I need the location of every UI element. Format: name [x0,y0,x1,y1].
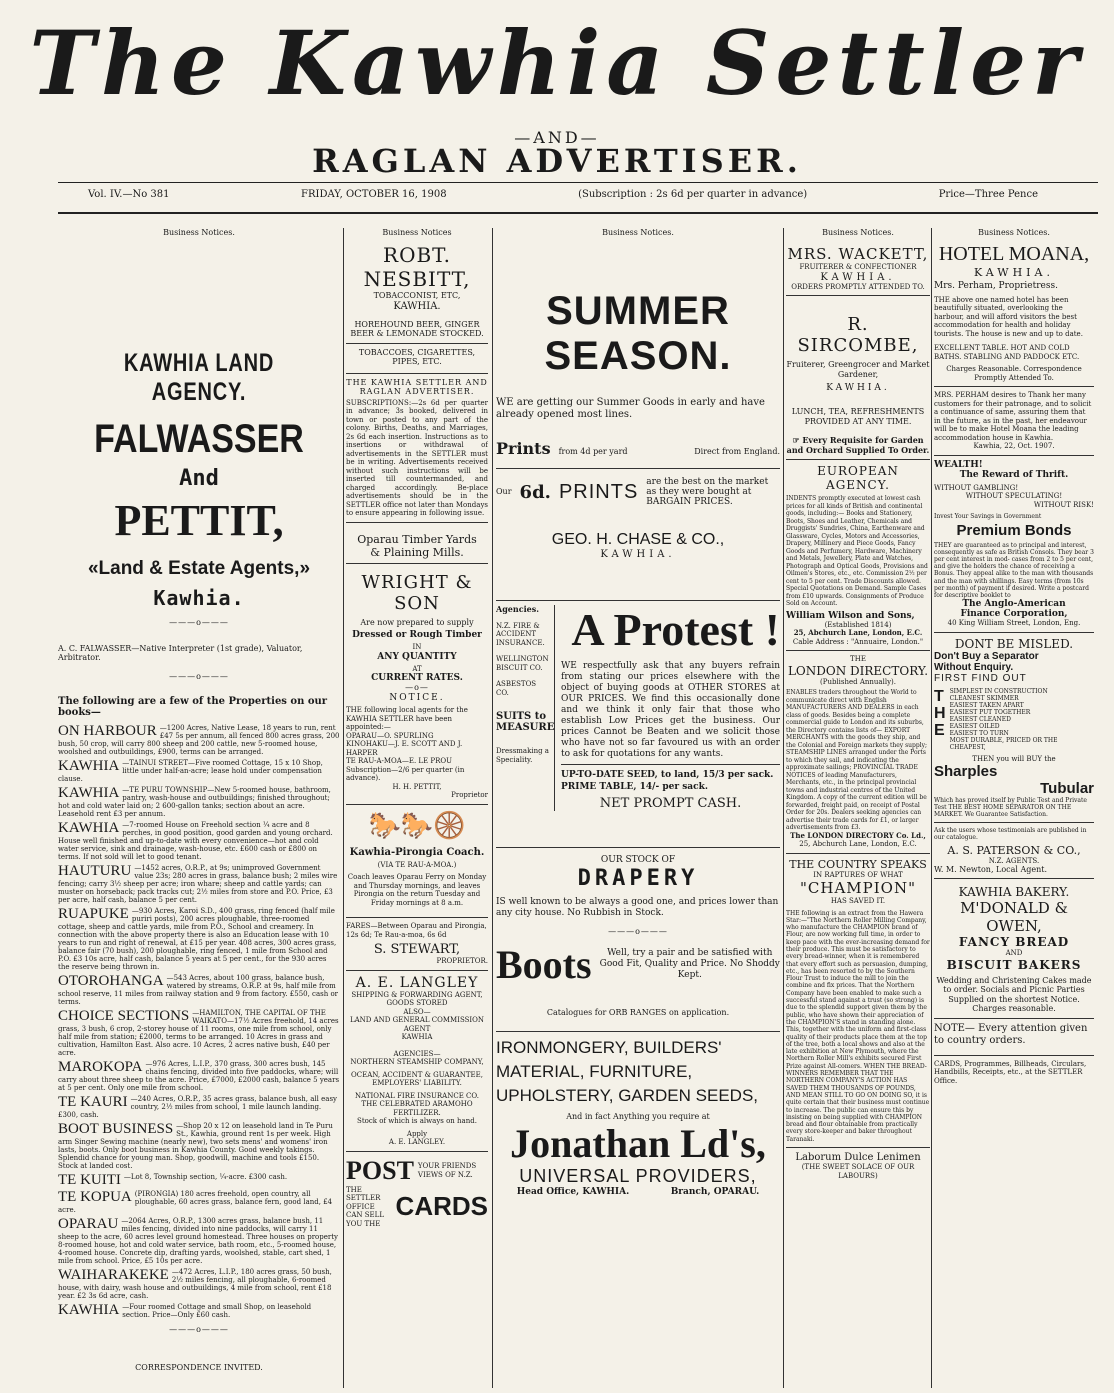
quality-item: EASIEST TO TURN [949,729,1009,737]
notice-proprietor: H. H. PETTIT, [392,782,442,791]
postcard-ad [346,1156,488,1186]
wealth-title: WEALTH! [934,459,983,470]
our-word: Our [496,487,512,497]
wright-line: Dressed or Rough Timber [352,630,482,640]
property-listing [58,974,340,1006]
london-line: (Published Annually). [820,677,896,686]
tubular-word: Tubular [1040,780,1094,798]
property-name: HAUTURU [58,863,132,879]
settler-body: SUBSCRIPTIONS:—2s 6d per quarter in advance; 3s booked, delivered in town or posted to any part of the colony. Births, Deaths, and Marriages, 2s 6d each insertion. Instructions as to insertions or withdrawal of advertisements in the SETTLER must be in writing. Advertisements received without such instructions will be inserted till countermanded, and charged accordingly. Be-place advertisements should be in the SETTLER office not later than Mondays to ensure appearing in following issue. [346,398,488,517]
agency-entry: WELLINGTON BISCUIT CO. [496,655,549,672]
wackett-name: MRS. WACKETT, [787,245,929,263]
agency-list [496,605,550,697]
property-description: —Shop 20 x 12 on leasehold land in Te Puru St., Kawhia, ground rent 1s per week. High arm Singer Sewing machine (nearly new), two sets mens' and womens' iron lasts, boots. Only boot business in Kawhia County. Good weekly takings. Splendid chance for young man. Shop, goodwill, machine and tools £150. Stock at landed cost. [58,1122,333,1170]
property-listing [58,821,340,861]
laborum-line: (THE SWEET SOLACE OF OUR LABOURS) [801,1163,915,1180]
langley-line: SHIPPING & FORWARDING AGENT, GOODS STORED [351,990,483,1007]
nesbitt-line: TOBACCONIST, ETC, [373,291,461,300]
property-name: CHOICE SECTIONS [58,1008,190,1024]
property-description: —TAINUI STREET—Five roomed Cottage, 15 x 10 Shop, little under half-an-acre; lease hold under compensation clause. [58,759,323,783]
property-listing [58,864,340,904]
column-2 [346,228,488,1388]
prints-price: from 4d per yard [558,447,628,456]
premium-body: THEY are guaranteed as to principal and interest, consequently as safe as British Consols. They bear 3 per cent interest in mod- cases from 2 to 5 per cent, and give the holders the chance of receiving a Bonus. They appeal alike to the man with thousands and the man with shillings. Easy terms (from 10s per month) of payment if desired. Write a postcard for descriptive booklet to [934,541,1094,599]
property-description: —Lot 8, Township section, ¼-acre. £300 cash. [123,1173,288,1181]
notice-subscription: Subscription—2/6 per quarter (in advance). [346,765,465,782]
nesbitt-tobacco: TOBACCOES, CIGARETTES, PIPES, ETC. [358,347,476,366]
firm-town: Kawhia. [153,586,245,610]
masthead-and: —AND— [514,128,600,147]
ornament-left-icon: « [87,558,99,579]
property-listing [58,1095,340,1119]
post-word: POST [346,1155,414,1185]
boots-ad [496,941,780,988]
dressmaking: Dressmaking a Speciality. [496,747,549,764]
the-letter: E [934,721,945,739]
masthead-subtitle: RAGLAN ADVERTISER. [312,142,802,180]
property-listing [58,1122,340,1170]
cards-word: CARDS [395,1191,488,1222]
agency-entry: ASBESTOS CO. [496,680,537,697]
protest-section [496,605,780,811]
column-heading: Business Notices. [163,228,235,237]
quality-item: EASIEST PUT TOGETHER [949,708,1031,716]
net-prompt-cash: NET PROMPT CASH. [599,796,742,811]
stock-of: OUR STOCK OF [600,855,676,865]
post-friends: YOUR FRIENDS VIEWS OF N.Z. [417,1162,477,1179]
prints-word: Prints [496,439,551,458]
the-word: THE [850,655,866,663]
perham-notice: MRS. PERHAM desires to Thank her many customers for their patronage, and to solicit a continuance of same, assuring them that in the future, as in the past, her endeavour will be to make Hotel Moana the leading accommodation house in Kawhia. [934,391,1092,442]
notice-title: NOTICE. [389,693,445,703]
column-heading: Business Notices. [978,228,1050,237]
head-office: Head Office, KAWHIA. [516,1186,630,1197]
champion-line: HAS SAVED IT. [830,897,886,905]
prints-desc: are the best on the market as they were bought at BARGAIN PRICES. [646,477,769,507]
sircombe-line: KAWHIA. [826,383,890,393]
drapery-body: IS well known to be always a good one, and prices lower than any city house. No Rubbish in Stock. [496,896,779,918]
column-heading: Business Notices. [822,228,894,237]
property-name: TE KAURI [58,1094,128,1110]
divider: ———o——— [608,926,668,936]
timber-title-2: & Plaining Mills. [370,545,464,559]
langley-line: Apply [406,1129,428,1138]
column-rule [343,228,344,1388]
postcard-ad-2 [346,1186,488,1229]
masthead-rule [58,182,1098,183]
hotel-line: Mrs. Perham, Proprietress. [934,281,1058,291]
sixd-word: 6d. [519,481,551,503]
branch-office: Branch, OPARAU. [670,1186,760,1197]
ironmongery: IRONMONGERY, BUILDERS' MATERIAL, FURNITURE, UPHOLSTERY, GARDEN SEEDS, [496,1038,759,1105]
hotel-line: KAWHIA. [974,266,1054,279]
settler-terms [346,373,488,523]
universal-providers: UNIVERSAL PROVIDERS, [519,1165,757,1186]
property-listing [58,1173,340,1187]
protest-title: A Protest ! [571,604,780,655]
chase-town: KAWHIA. [600,549,676,560]
properties-heading: The following are a few of the Properties on our books— [58,696,328,718]
property-name: RUAPUKE [58,906,129,922]
langley-line: LAND AND GENERAL COMMISSION AGENT [349,1016,485,1033]
wackett-line: FRUITERER & CONFECTIONER [799,263,917,271]
wackett-line: KAWHIA. [820,271,896,283]
hotel-body: THE above one named hotel has been beautifully situated, overlooking the harbour, and will afford visitors the best accommodation for health and holiday tourists. The house is new and up to date. [934,295,1083,338]
column-5 [934,228,1094,1388]
wilson-line: Cable Address : "Annuaire, London." [792,637,924,646]
volume: Vol. IV.—No 381 [88,189,170,200]
laborum: Laborum Dulce Lenimen [795,1152,921,1163]
euro-body: INDENTS promptly executed at lowest cash prices for all kinds of British and continental goods, including:— Books and Stationery, Boots, Shoes and Leather, Chemicals and Druggists' Sundries, China, Earthenware and Glassware, Cycles, Motors and Accessories, Drapery, Millinery and Piece Goods, Fancy Goods and Perfumery, Hardware, Machinery and Metals, Jewellery, Plate and Watches, Photograph and Optical Goods, Provisions and Oilmen's Stores, etc., etc. Commission 2½ per cent to 5 per cent. Trade Discounts allowed. Special Quotations on Demand. Sample Cases from £10 upwards. Consignments of Produce Sold on Account. [786,495,928,607]
property-description: —2064 Acres, O.R.P., 1300 acres grass, balance bush, 11 miles fencing, divided into nine paddocks, will carry 11 sheep to the acre, 60 acres level ground homestead. Three houses on property 8-roomed house, hot and cold water service, bath room, etc., 5-roomed house, 4-roomed house. Concrete dip, drafting yards, woolshed, stable, cart shed, 1 mile from school. Price, £5 10s per acre. [58,1217,339,1265]
stewart-title: PROPRIETOR. [436,957,488,965]
stewart-name: S. STEWART, [373,942,461,957]
agency-title: KAWHIA LAND AGENCY. [123,349,275,406]
sharples-line: Ask the users whose testimonials are published in our catalogue. [934,827,1087,842]
langley-line: NORTHERN STEAMSHIP COMPANY, [350,1058,484,1066]
wright-son: WRIGHT & SON [361,571,473,614]
property-listing [58,907,340,971]
wealth-line: WITHOUT RISK! [1033,500,1094,509]
property-name: KAWHIA [58,785,120,801]
wealth-line: The Reward of Thrift. [959,469,1069,480]
agency-entry: N.Z. FIRE & ACCIDENT INSURANCE. [496,621,545,647]
hotel-moana: HOTEL MOANA, [938,243,1090,265]
property-listing [58,1303,340,1319]
column-heading: Business Notices [382,228,452,237]
property-description: (PIRONGIA) 180 acres freehold, open country, all ploughable, 60 acres grass, balance fern, good land, £4 acre. [58,1190,333,1214]
property-name: KAWHIA [58,758,120,774]
property-list [58,724,340,1319]
langley-line: ALSO— [403,1007,431,1016]
ironmongery-tagline: And in fact Anything you require at [566,1112,710,1121]
paterson-line: W. M. Newton, Local Agent. [934,864,1048,874]
agent-entry: TE RAU-A-MOA—E. LE PROU [346,757,453,765]
protest-body: WE respectfully ask that any buyers refrain from stating our prices elsewhere with the object of buying goods at OTHER STORES at OUR PRICES. We find this occasionally done and we think it only fair that those who establish Low Prices get the business. Our prices Cannot be Beaten and we solicit those who have not so far favoured us with an order to ask for quotations for any wants. [561,661,780,759]
divider: —o— [405,683,429,692]
dont-line: Without Enquiry. [934,661,1014,673]
offices [496,1187,780,1197]
property-name: MAROKOPA [58,1059,143,1075]
nesbitt-town: KAWHIA. [393,300,441,312]
quality-item: EASIEST CLEANED [949,715,1011,723]
property-listing [58,1009,340,1057]
column-heading: Business Notices. [602,228,674,237]
quality-item: MOST DURABLE, PRICED OR THE CHEAPEST, [949,736,1058,751]
wright-line: IN [412,643,422,651]
premium-bonds: Premium Bonds [956,521,1072,539]
nesbitt-drinks: HOREHOUND BEER, GINGER BEER & LEMONADE STOCKED. [350,319,484,338]
column-1 [58,228,340,1388]
champion-title: "CHAMPION" [800,879,916,897]
boots-body: Well, try a pair and be satisfied with Good Fit, Quality and Price. No Shoddy Kept. [599,947,780,980]
divider: ———o——— [169,672,229,681]
property-description: —1452 acres, O.R.P., at 9s; unimproved Government value 23s; 280 acres in grass, balance bush; 2 miles wire fencing; carry 3½ sheep per acre; iron whare; sheep and cattle yards; can muster on horseback; pack tracks cut; 2½ miles from store and P.O. Price, £3 per acre, half cash, balance 5 per cent. [58,864,338,904]
notice-proprietor-title: Proprietor [451,791,488,799]
sharples-body: Which has proved itself by Public Test and Private Test THE BEST HOME SEPARATOR ON THE MARKET. We Guarantee Satisfaction. [934,797,1087,819]
firm-and: And [179,466,219,491]
column-4 [786,228,930,1388]
langley-name: A. E. LANGLEY [355,974,479,991]
coach-title: Kawhia-Pirongia Coach. [349,846,485,858]
the-letter: T [934,687,944,705]
anglo-line: The Anglo-American [962,599,1066,610]
wright-line: ANY QUANTITY [377,651,457,662]
sircombe-line: Fruiterer, Greengrocer and Market Gardener, [786,360,930,379]
protest-box [561,605,780,811]
boots-title: Boots [496,941,592,987]
property-description: —543 Acres, about 100 grass, balance bush, watered by streams, O.R.P. at 9s, half mile from school reserve, 11 miles from railway station and 9 from factory. £550, cash or terms. [58,974,339,1006]
dateline-rule [58,212,1098,214]
agent-entry: KINOHAKU—J. E. SCOTT AND J. HARPER [346,740,463,757]
langley-line: NATIONAL FIRE INSURANCE CO. [355,1091,479,1100]
property-name: TE KOPUA [58,1189,132,1205]
agent-list [346,732,488,766]
anglo-line: Finance Corporation, [960,609,1068,620]
sharples-word: Sharples [934,763,998,781]
property-description: —7-roomed House on Freehold section ¼ acre and 8 perches, in good position, good garden and young orchard. House well finished and up-to-date with every convenience—hot and cold water service, sink and drainage, wash-house, etc. £600 cash or £800 on terms. If not sold will let to good tenant. [58,821,333,861]
coach-body: Coach leaves Oparau Ferry on Monday and Thursday mornings, and leaves Pirongia on the return Tuesday and Friday mornings at 8 a.m. [347,873,487,907]
sircombe-line: LUNCH, TEA, REFRESHMENTS PROVIDED AT ANY TIME. [791,407,925,426]
langley-line: A. E. LANGLEY. [388,1138,446,1146]
langley-line: KAWHIA [401,1033,433,1041]
fancy-bread: FANCY BREAD [958,935,1070,950]
divider: ———o——— [169,1325,229,1334]
paterson-name: A. S. PATERSON & CO., [947,844,1081,858]
coach-fares: FARES—Between Oparau and Pirongia, 12s 6d; Te Rau-a-moa, 6s 6d [346,922,487,939]
column-rule [931,228,932,1388]
london-body: ENABLES traders throughout the World to communicate direct with English MANUFACTURERS AND DEALERS in each class of goods. Besides being a complete commercial guide to London and its suburbs, the Directory contains lists of— EXPORT MERCHANTS with the goods they ship, and the Colonial and Foreign markets they supply; STEAMSHIP LINES arranged under the Ports to which they sail, and indicating the approximate sailings; PROVINCIAL TRADE NOTICES of leading Manufacturers, Merchants, etc., in the principal provincial towns and industrial centres of the United Kingdom. A copy of the current edition will be forwarded, freight paid, on receipt of Postal Order for 20s. Dealers seeking agencies can advertise their trade cards for £1, or larger advertisements from £3. [786,689,928,831]
property-description: —240 Acres, O.R.P., 35 acres grass, balance bush, all easy country, 2½ miles from school, 1 mile launch landing. £300, cash. [58,1095,337,1119]
property-name: KAWHIA [58,820,120,836]
champion-body: THE following is an extract from the Hawera Star:—"The Northern Roller Milling Company, who manufacture the CHAMPION brand of Flour, are now working full time, in order to keep pace with the ever-increasing demand for their produce. This must be satisfactory to every bread-winner, when it is remembered that every effort such as persuasion, dumping, etc., has been resorted to by the Southern Flour Trust to induce the mill to join the combine and fix prices. That the Northern Company have been enabled to make such a successful stand against a trust (so strong) is due to the splendid support given them by the public, who have shown their appreciation of the CHAMPION'S stand in standing alone. This, together with the uniform and first-class quality of their products place them at the top of the tree, both a local shows and also at the late exhibition at New Plymouth, where the Northern Roller Mill's exhibits secured First Prize against All-comers. WHEN THE BREAD-WINNERS REMEMBER THAT THE NORTHERN COMPANY'S ACTION HAS SAVED THEM THOUSANDS OF POUNDS, AND MEAN STILL TO GO ON DOING SO, it is quite certain that their business must continue to increase. The public can ensure this by insisting on being supplied with CHAMPION bread and flour obtainable from practically every store-keeper and baker throughout Taranaki. [786,909,930,1143]
bakery-line: Charges reasonable. [972,1004,1056,1014]
london-line: The LONDON DIRECTORY Co. Ld., [790,830,926,840]
property-name: ON HARBOUR [58,723,157,739]
notice-body: THE following local agents for the KAWHIA SETTLER have been appointed:— [346,706,468,731]
property-description: —472 Acres, L.I.P., 180 acres grass, 50 bush, 2½ miles fencing, all ploughable, 6-roomed house, with dairy, wash house and outbuildings, 4 mile from school, rent £18 year. £2 3s 6d acre, cash. [58,1268,332,1300]
bakery-note: NOTE— Every attention given to country orders. [934,1022,1088,1046]
property-listing [58,786,340,818]
owen-name: M'DONALD & OWEN, [960,899,1068,936]
euro-agency: EUROPEAN AGENCY. [817,464,899,492]
property-description: —1200 Acres, Native Lease, 18 years to run, rent £47 5s per annum, all fenced 800 acres grass, 200 bush, 50 crop, will carry 800 sheep and 200 cattle, new 5-roomed house, woolshed and outbuildings, £900, terms can be arranged. [58,724,340,756]
anglo-line: 40 King William Street, London, Eng. [947,619,1081,628]
divider: ———o——— [169,618,229,627]
langley-line: Stock of which is always on hand. [357,1117,477,1125]
wealth-line: Invest Your Savings in Government [934,513,1042,520]
property-name: BOOT BUSINESS [58,1121,174,1137]
property-name: KAWHIA [58,1302,120,1318]
property-listing [58,724,340,756]
property-listing [58,1060,340,1092]
quality-item: EASIEST TAKEN APART [949,701,1024,709]
hotel-line: EXCELLENT TABLE. HOT AND COLD BATHS. STABLING AND PADDOCK ETC. [934,344,1080,361]
falwasser-credentials: A. C. FALWASSER—Native Interpreter (1st grade), Valuator, Arbitrator. [58,644,303,662]
langley-line: AGENCIES— [393,1049,441,1058]
property-name: WAIHARAKEKE [58,1267,169,1283]
cards-ad: CARDS, Programmes, Billheads, Circulars, Handbills, Receipts, etc., at the SETTLER Office. [934,1059,1087,1085]
wackett-line: ORDERS PROMPTLY ATTENDED TO. [791,282,925,291]
langley-line: OCEAN, ACCIDENT & GUARANTEE, EMPLOYERS' LIABILITY. [350,1070,483,1087]
property-description: —930 Acres, Karoi S.D., 400 grass, ring fenced (half mile puriri posts), 200 acres ploughable, three-roomed cottage, sheep and cattle yards, mile from P.O., School and creamery. In connection with the above property there is also an Education lease with 10 years to run and right of renewal, at £15 per year. 408 acres, 300 acres grass, balance fair (70 bush), 200 ploughable, ring fenced, 1 mile from School and P.O. £3 10s acre, half cash, balance 5 years at 5 per cent., for the 930 acres the reserve being thrown in. [58,907,337,971]
property-description: —HAMILTON, THE CAPITAL OF THE WAIKATO—17½ Acres freehold, 14 acres grass, 3 bush, 6 crop, 2-storey house of 11 rooms, one mile from school, only half mile from station; £2000, terms to be arranged. 10 Acres in grass and cultivation, Hamilton East. Also acre. 10 Acres, 2 acres native bush, £40 per acre. [58,1009,339,1057]
column-rule [492,228,493,1388]
dont-line: Don't Buy a Separator [934,650,1039,662]
paterson-line: N.Z. AGENTS. [988,857,1040,866]
biscuit-bakers: BISCUIT BAKERS [946,957,1082,972]
summer-season: SUMMER SEASON. [544,289,732,378]
coach-via: (VIA TE RAU-A-MOA.) [377,860,457,869]
wilson-line: 25, Abchurch Lane, London, E.C. [793,628,923,637]
firm-tagline: «Land & Estate Agents,» [87,558,311,579]
suits-to-measure: SUITS to MEASURE [496,711,555,733]
agency-entry: Agencies. [496,604,539,614]
property-listing [58,1268,340,1300]
agencies-box [496,605,555,811]
pointing-hand-icon: ☞ [792,435,803,445]
bakery-body: Wedding and Christening Cakes made to order. Socials and Picnic Parties Supplied on the shortest Notice. [936,975,1092,1004]
summer-body: WE are getting our Summer Goods in early and have already opened most lines. [496,397,765,420]
separator-qualities [934,688,1094,751]
quality-item: SIMPLEST IN CONSTRUCTION [949,687,1048,695]
property-name: OPARAU [58,1216,119,1232]
wilson-line: (Established 1814) [824,620,892,629]
jonathan-title: Jonathan Ld's, [510,1120,766,1166]
property-listing [58,1217,340,1265]
property-description: —TE PURU TOWNSHIP—New 5-roomed house, bathroom, pantry, wash-house and outbuildings; finished throughout; hot and cold water laid on; 2 600-gallon tanks; section about an acre. Leasehold rent £3 per annum. [58,786,331,818]
langley-line: THE CELEBRATED ARAMOHO FERTILIZER. [361,1100,473,1117]
sircombe-line: ☞ Every Requisite for Garden and Orchard Supplied To Order. [786,435,930,455]
post-office: THE SETTLER OFFICE CAN SELL YOU THE [346,1185,384,1228]
wealth-line: WITHOUT GAMBLING! [934,483,1019,492]
the-letters [934,688,946,751]
london-line: 25, Abchurch Lane, London, E.C. [799,840,917,848]
perham-date: Kawhia, 22, Oct. 1907. [973,442,1055,450]
london-directory: LONDON DIRECTORY. [787,663,929,678]
and-word: AND [1005,949,1023,958]
chase-name: GEO. H. CHASE & CO., [551,531,725,548]
sixd-prints [496,477,780,507]
speaks-line: IN RAPTURES OF WHAT [813,870,903,879]
prints-line [496,435,780,458]
horse-coach-icon: 🐎🐎🛞 [368,810,466,841]
the-letter: H [934,704,946,722]
wright-line: Are now prepared to supply [360,617,474,627]
prints-word-2: PRINTS [558,480,639,503]
masthead-title: The Kawhia Settler [29,11,1085,115]
bakery-name: KAWHIA BAKERY. [958,885,1070,900]
correspondence-invited: CORRESPONDENCE INVITED. [135,1363,263,1372]
dont-line: FIRST FIND OUT [934,672,1027,684]
column-rule [783,228,784,1388]
issue-date: FRIDAY, OCTOBER 16, 1908 [301,189,447,200]
ornament-right-icon: » [299,558,311,579]
property-name: OTOROHANGA [58,973,164,989]
catalogues: Catalogues for ORB RANGES on application. [546,1007,730,1017]
property-name: TE KUITI [58,1172,121,1188]
firm-name-2: PETTIT, [114,496,284,545]
drapery-title: DRAPERY [577,865,699,891]
seed-prices: UP-TO-DATE SEED, to land, 15/3 per sack. PRIME TABLE, 14/- per sack. [561,770,774,792]
firm-name-1: FALWASSER [94,417,304,461]
quality-item: CLEANEST SKIMMER [949,694,1019,702]
property-description: —976 Acres, L.I.P., 370 grass, 300 acres bush, 145 chains fencing, divided into five paddocks, whare; will carry about three sheep to the acre. Price, £7000, £2000 cash, balance 5 years at 5 per cent. Only one mile from school. [58,1060,340,1092]
property-description: —Four roomed Cottage and small Shop, on leasehold section. Price—Only £60 cash. [122,1303,312,1319]
wealth-line: WITHOUT SPECULATING! [965,492,1063,500]
dont-misled: DONT BE MISLED. [954,636,1074,651]
wright-line: CURRENT RATES. [371,673,463,683]
settler-head: THE KAWHIA SETTLER AND RAGLAN ADVERTISER. [346,377,488,396]
hotel-line: Charges Reasonable. Correspondence Promptly Attended To. [946,365,1082,382]
column-3 [496,228,780,1388]
wilson-name: William Wilson and Sons, [786,610,915,621]
property-listing [58,759,340,783]
property-listing [58,1190,340,1214]
agent-entry: OPARAU—O. SPURLING [346,731,434,740]
quality-item: EASIEST OILED [949,722,1000,730]
sircombe-name: R. SIRCOMBE, [797,314,919,356]
wright-line: AT [412,664,422,673]
quality-list [950,688,1094,751]
price: Price—Three Pence [938,189,1038,200]
then-line: THEN you will BUY the [972,754,1056,763]
timber-title-1: Oparau Timber Yards [357,532,477,546]
nesbitt-name: ROBT. NESBITT, [363,243,471,291]
country-speaks: THE COUNTRY SPEAKS [789,857,927,871]
dateline [88,189,1038,200]
subscription-note: (Subscription : 2s 6d per quarter in advance) [578,189,808,200]
prints-direct: Direct from England. [694,447,780,456]
